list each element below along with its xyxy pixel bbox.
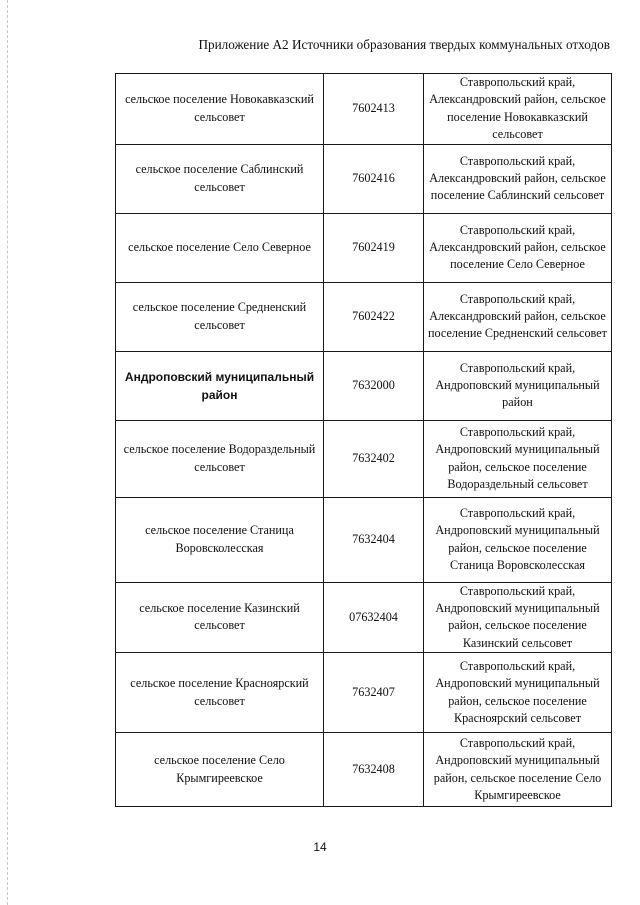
location-cell: Ставропольский край, Андроповский муниципальный район, сельское поселение Красноярский сельсовет [424, 653, 612, 733]
table-row [116, 653, 612, 733]
location-cell: Ставропольский край, Андроповский муниципальный район, сельское поселение Станица Воровсколесская [424, 497, 612, 582]
table-row [116, 497, 612, 582]
page-margin-line [7, 0, 8, 905]
oktmo-code-cell: 7632000 [324, 351, 424, 420]
settlement-name-cell: сельское поселение Казинский сельсовет [116, 582, 324, 653]
table-row [116, 351, 612, 420]
table-row [116, 282, 612, 351]
oktmo-code-cell: 7602413 [324, 74, 424, 145]
table-row [116, 144, 612, 213]
oktmo-code-cell: 7632402 [324, 420, 424, 497]
table-row [116, 74, 612, 145]
page-header: Приложение А2 Источники образования твердых коммунальных отходов [198, 37, 610, 52]
oktmo-code-cell: 7602419 [324, 213, 424, 282]
location-cell: Ставропольский край, Александровский район, сельское поселение Село Северное [424, 213, 612, 282]
settlement-name-cell: сельское поселение Станица Воровсколесская [116, 497, 324, 582]
page-number: 14 [313, 840, 327, 854]
table-row [116, 420, 612, 497]
settlement-name-cell: сельское поселение Село Крымгиреевское [116, 733, 324, 807]
location-cell: Ставропольский край, Александровский район, сельское поселение Средненский сельсовет [424, 282, 612, 351]
location-cell: Ставропольский край, Александровский район, сельское поселение Саблинский сельсовет [424, 144, 612, 213]
location-cell: Ставропольский край, Андроповский муниципальный район [424, 351, 612, 420]
location-cell: Ставропольский край, Андроповский муниципальный район, сельское поселение Казинский сельсовет [424, 582, 612, 653]
oktmo-code-cell: 7632408 [324, 733, 424, 807]
oktmo-code-cell: 7632404 [324, 497, 424, 582]
oktmo-code-cell: 7602416 [324, 144, 424, 213]
location-cell: Ставропольский край, Андроповский муниципальный район, сельское поселение Село Крымгиреевское [424, 733, 612, 807]
settlement-name-cell: сельское поселение Красноярский сельсовет [116, 653, 324, 733]
settlement-name-cell: сельское поселение Село Северное [116, 213, 324, 282]
oktmo-code-cell: 7602422 [324, 282, 424, 351]
settlement-name-cell: сельское поселение Новокавказский сельсовет [116, 74, 324, 145]
table-row [116, 733, 612, 807]
table-row [116, 582, 612, 653]
oktmo-code-cell: 07632404 [324, 582, 424, 653]
location-cell: Ставропольский край, Андроповский муниципальный район, сельское поселение Водораздельный сельсовет [424, 420, 612, 497]
district-name-cell: Андроповский муниципальный район [116, 351, 324, 420]
oktmo-code-cell: 7632407 [324, 653, 424, 733]
table-row [116, 213, 612, 282]
location-cell: Ставропольский край, Александровский район, сельское поселение Новокавказский сельсовет [424, 74, 612, 145]
waste-sources-table [115, 73, 612, 807]
settlement-name-cell: сельское поселение Средненский сельсовет [116, 282, 324, 351]
settlement-name-cell: сельское поселение Саблинский сельсовет [116, 144, 324, 213]
settlement-name-cell: сельское поселение Водораздельный сельсовет [116, 420, 324, 497]
